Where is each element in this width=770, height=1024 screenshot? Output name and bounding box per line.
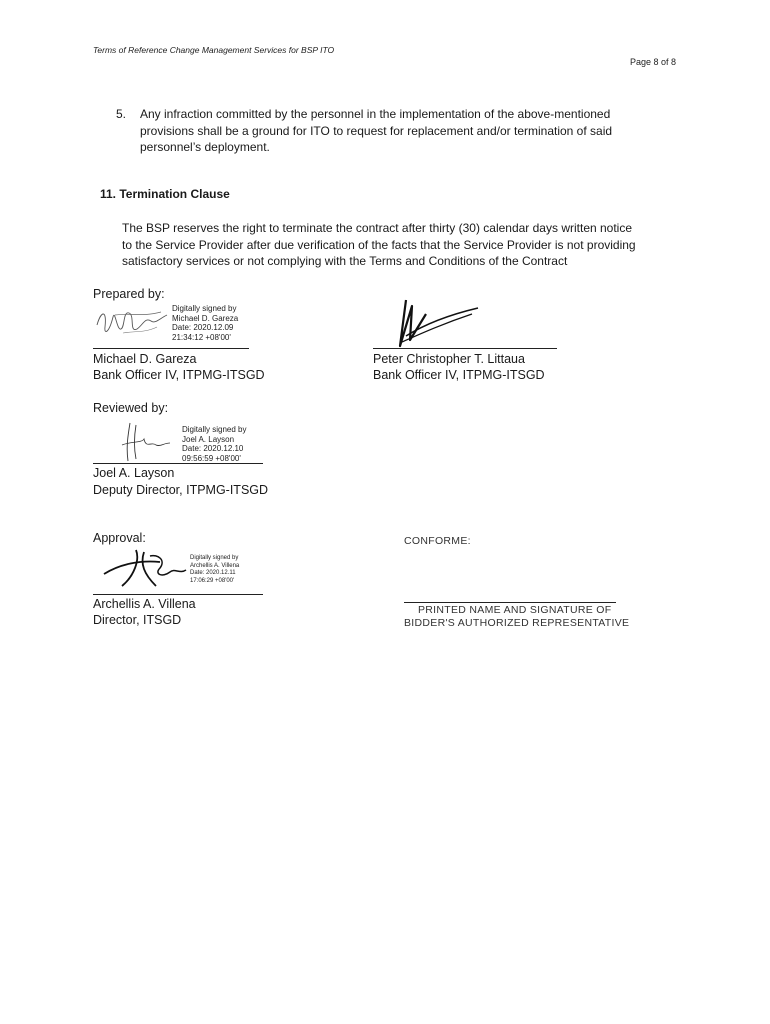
approval-label: Approval: — [93, 531, 146, 545]
paragraph-line: The BSP reserves the right to terminate the contract after thirty (30) calendar days written notice — [122, 221, 633, 235]
conforme-label: CONFORME: — [404, 535, 471, 547]
signer-title: Director, ITSGD — [93, 613, 182, 627]
list-item-line: personnel’s deployment. — [140, 140, 270, 154]
list-item-text — [140, 106, 700, 156]
signature-line — [404, 602, 616, 603]
signature-littaua-icon — [392, 296, 482, 348]
conforme-caption-line: BIDDER'S AUTHORIZED REPRESENTATIVE — [404, 617, 630, 629]
document-header-title: Terms of Reference Change Management Services for BSP ITO — [93, 45, 335, 55]
list-item-line: provisions shall be a ground for ITO to request for replacement and/or termination of said — [140, 123, 613, 138]
signature-line — [373, 348, 557, 349]
signer-name: Peter Christopher T. Littaua — [373, 352, 525, 366]
signature-line — [93, 463, 263, 464]
signature-layson-icon — [118, 421, 178, 463]
signer-name: Joel A. Layson — [93, 466, 175, 480]
section-paragraph — [122, 220, 692, 270]
signature-line — [93, 348, 249, 349]
conforme-caption-line: PRINTED NAME AND SIGNATURE OF — [418, 604, 612, 616]
section-heading: 11. Termination Clause — [100, 187, 230, 201]
signer-title: Bank Officer IV, ITPMG-ITSGD — [93, 368, 265, 382]
list-item-line: Any infraction committed by the personnel in the implementation of the above-mentioned — [140, 107, 611, 121]
list-item-number: 5. — [116, 107, 127, 121]
digital-signature-stamp: Digitally signed by Joel A. Layson Date: 2020.12.10 09:56:59 +08'00' — [182, 425, 247, 463]
signer-title: Bank Officer IV, ITPMG-ITSGD — [373, 368, 545, 382]
signature-gareza-icon — [95, 303, 175, 343]
digital-signature-stamp: Digitally signed by Archellis A. Villena Date: 2020.12.11 17:06:29 +08'00' — [190, 555, 240, 584]
page-number: Page 8 of 8 — [630, 57, 677, 67]
digital-signature-stamp: Digitally signed by Michael D. Gareza Date: 2020.12.09 21:34:12 +08'00' — [172, 304, 239, 342]
signer-title: Deputy Director, ITPMG-ITSGD — [93, 483, 269, 497]
signature-villena-icon — [100, 546, 192, 590]
reviewed-by-label: Reviewed by: — [93, 401, 169, 415]
paragraph-line: satisfactory services or not complying with the Terms and Conditions of the Contract — [122, 254, 568, 268]
signer-name: Archellis A. Villena — [93, 597, 196, 611]
signature-line — [93, 594, 263, 595]
paragraph-line: to the Service Provider after due verification of the facts that the Service Provider is not providing — [122, 237, 636, 252]
signer-name: Michael D. Gareza — [93, 352, 197, 366]
prepared-by-label: Prepared by: — [93, 287, 165, 301]
